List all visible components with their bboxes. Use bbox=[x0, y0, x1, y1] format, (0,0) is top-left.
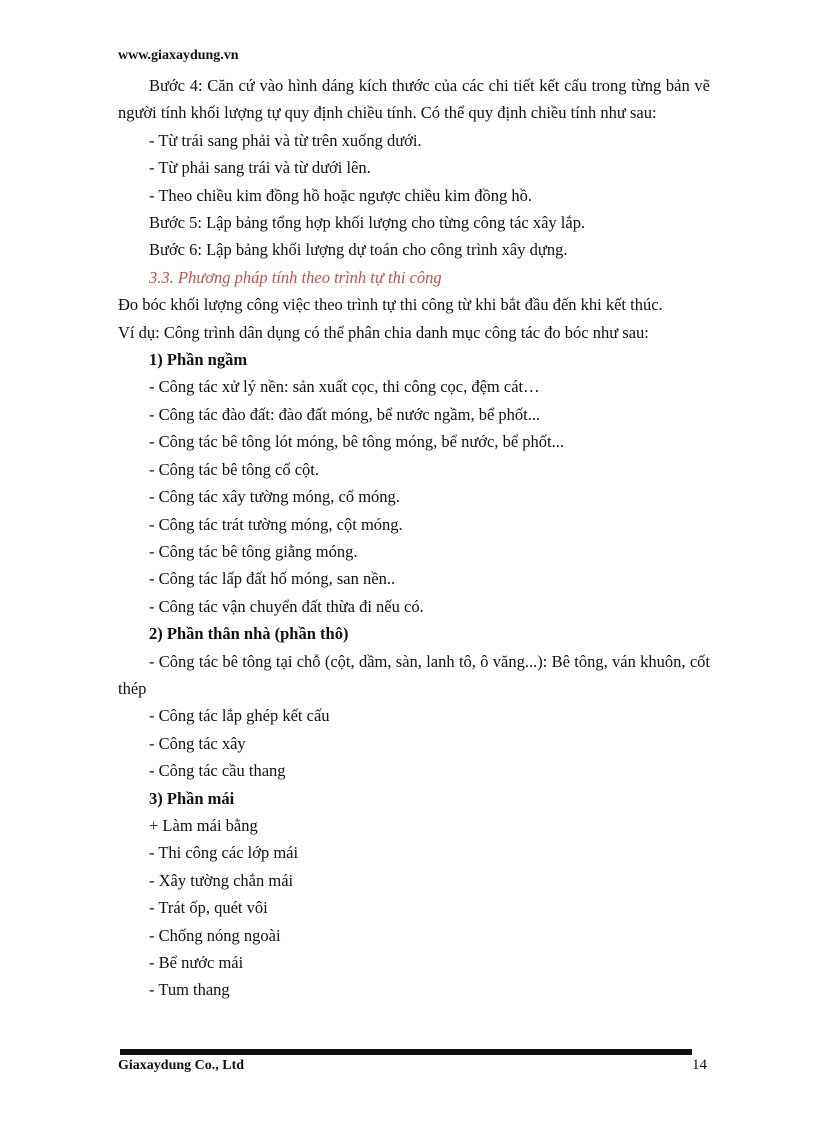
list-item: - Công tác xây tường móng, cổ móng. bbox=[149, 487, 400, 507]
header-website: www.giaxaydung.vn bbox=[118, 48, 239, 63]
list-item: - Tum thang bbox=[149, 980, 230, 1000]
list-item: - Công tác bê tông lót móng, bê tông móng, bể nước, bể phốt... bbox=[149, 432, 564, 452]
list-item: - Công tác lắp ghép kết cấu bbox=[149, 706, 330, 726]
list-item: - Công tác xử lý nền: sản xuất cọc, thi công cọc, đệm cát… bbox=[149, 377, 540, 397]
part2-title: 2) Phần thân nhà (phần thô) bbox=[149, 624, 349, 644]
section-heading: 3.3. Phương pháp tính theo trình tự thi công bbox=[149, 267, 442, 287]
direction-item-2: - Từ phải sang trái và từ dưới lên. bbox=[149, 158, 371, 178]
footer-company: Giaxaydung Co., Ltd bbox=[118, 1058, 245, 1073]
list-item: - Bể nước mái bbox=[149, 953, 244, 972]
list-item: - Công tác lấp đất hố móng, san nền.. bbox=[149, 569, 396, 589]
footer-divider bbox=[120, 1049, 692, 1055]
step6-paragraph: Bước 6: Lập bảng khối lượng dự toán cho công trình xây dựng. bbox=[149, 240, 568, 260]
list-item: - Công tác trát tường móng, cột móng. bbox=[149, 514, 403, 534]
list-item: - Công tác đào đất: đào đất móng, bể nước ngầm, bể phốt... bbox=[149, 404, 541, 424]
list-item: - Công tác bê tông cổ cột. bbox=[149, 459, 319, 479]
list-item: + Làm mái bằng bbox=[149, 815, 258, 835]
list-item: - Công tác vận chuyển đất thừa đi nếu có. bbox=[149, 596, 424, 616]
intro-line-1: Đo bóc khối lượng công việc theo trình tự thi công từ khi bắt đầu đến khi kết thúc. bbox=[118, 295, 663, 315]
list-item: - Công tác xây bbox=[149, 733, 246, 753]
page-body bbox=[118, 72, 710, 1004]
list-item: - Trát ốp, quét vôi bbox=[149, 898, 268, 918]
part1-title: 1) Phần ngầm bbox=[149, 350, 248, 370]
list-item: - Chống nóng ngoài bbox=[149, 925, 281, 945]
intro-line-2: Ví dụ: Công trình dân dụng có thể phân chia danh mục công tác đo bóc như sau: bbox=[118, 322, 649, 342]
step5-paragraph: Bước 5: Lập bảng tổng hợp khối lượng cho từng công tác xây lắp. bbox=[149, 213, 586, 233]
page-number: 14 bbox=[692, 1057, 707, 1073]
list-item: - Công tác bê tông giằng móng. bbox=[149, 541, 358, 561]
part3-title: 3) Phần mái bbox=[149, 788, 235, 808]
list-item: - Thi công các lớp mái bbox=[149, 843, 299, 863]
direction-item-1: - Từ trái sang phải và từ trên xuống dưới. bbox=[149, 130, 422, 150]
direction-item-3: - Theo chiều kim đồng hồ hoặc ngược chiều kim đồng hồ. bbox=[149, 185, 533, 205]
list-item: - Công tác bê tông tại chỗ (cột, dầm, sàn, lanh tô, ô văng...): Bê tông, ván khuôn, cốt thép bbox=[118, 651, 710, 698]
step4-paragraph: Bước 4: Căn cứ vào hình dáng kích thước của các chi tiết kết cấu trong từng bản vẽ người tính khối lượng tự quy định chiều tính. Có thể quy định chiều tính như sau: bbox=[118, 76, 710, 123]
list-item: - Công tác cầu thang bbox=[149, 761, 286, 781]
list-item: - Xây tường chắn mái bbox=[149, 870, 294, 890]
